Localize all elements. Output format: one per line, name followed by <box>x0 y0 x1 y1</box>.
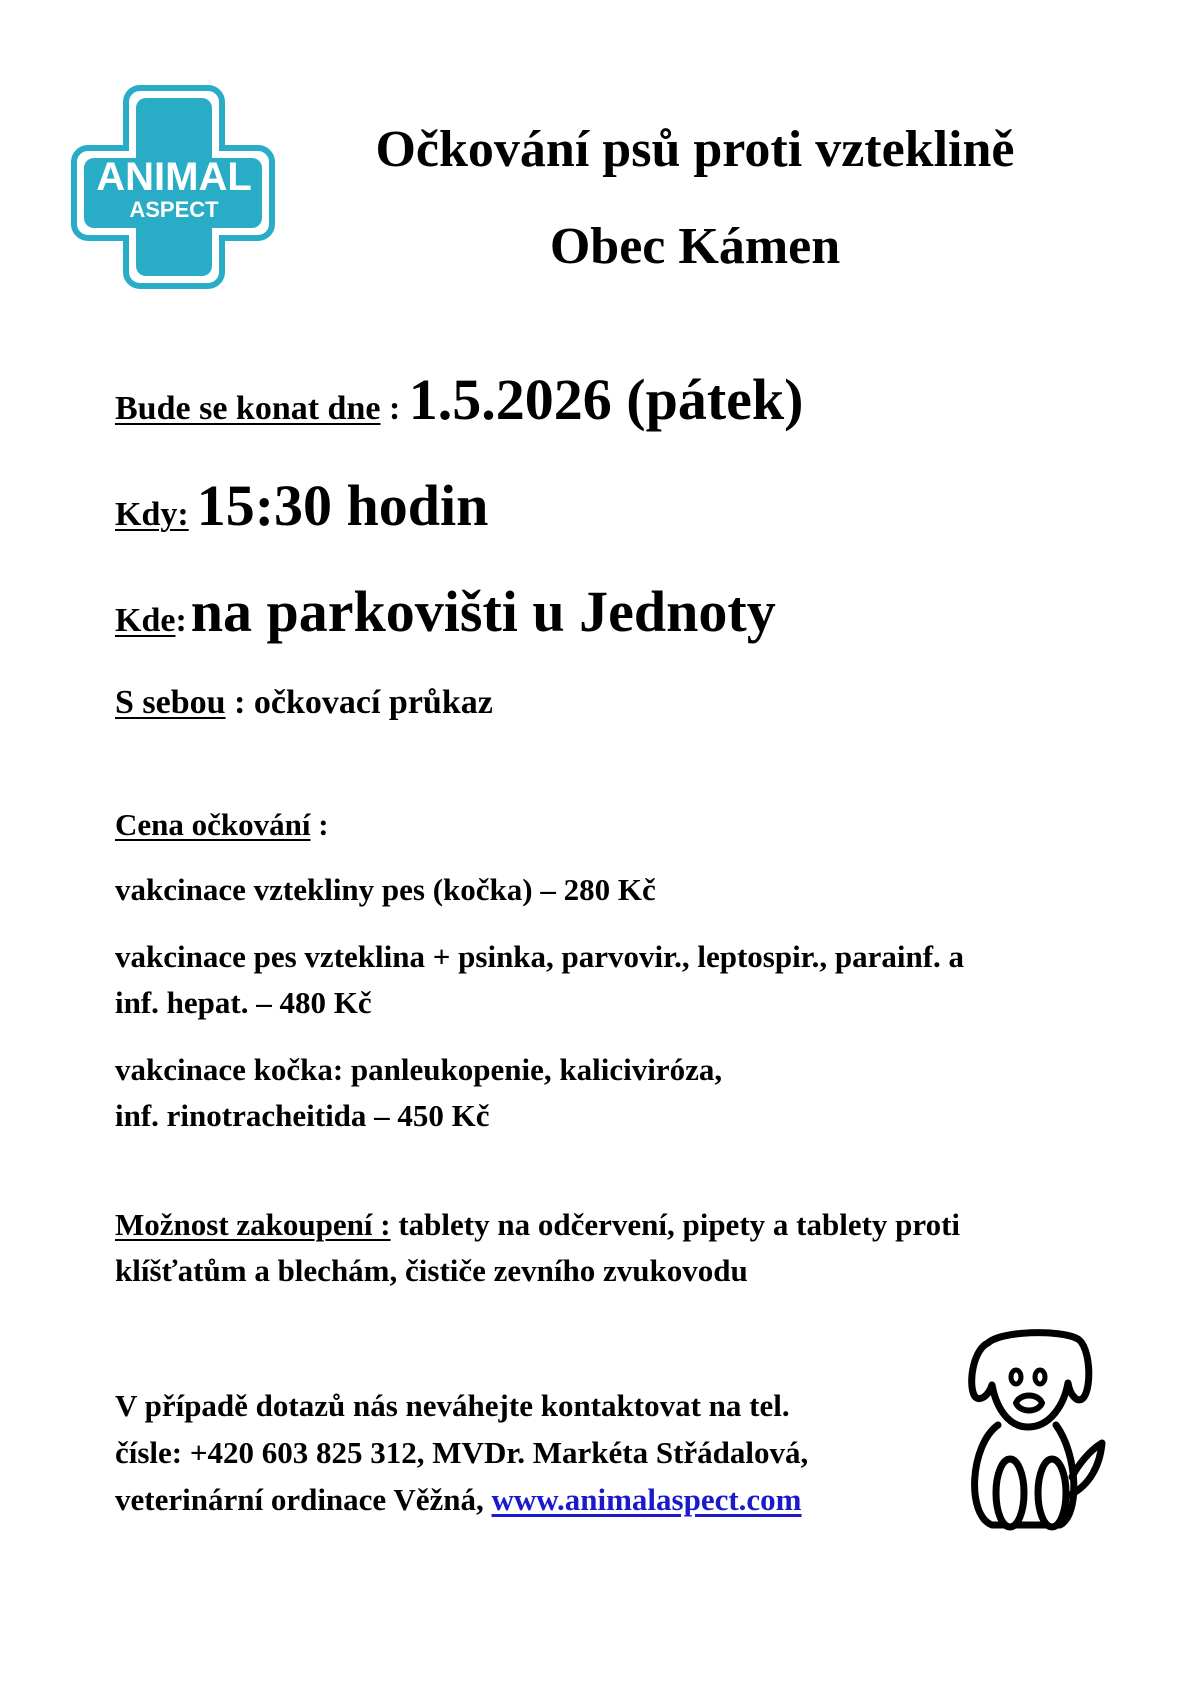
contact-line: V případě dotazů nás neváhejte kontaktovat na tel. <box>115 1388 790 1423</box>
place-row <box>115 578 776 645</box>
bring-label: S sebou <box>115 684 226 721</box>
prices-heading: Cena očkování <box>115 807 311 842</box>
bring-row <box>115 684 493 722</box>
purchase-section <box>115 1202 1075 1294</box>
prices-heading-row <box>115 802 1075 848</box>
logo-text-animal: ANIMAL <box>96 155 252 199</box>
contact-line: veterinární ordinace Věžná, <box>115 1482 492 1517</box>
bring-separator: : <box>225 684 254 721</box>
time-row <box>115 472 488 539</box>
page-title: Očkování psů proti vzteklině <box>375 121 1015 178</box>
prices-heading-separator: : <box>310 807 329 842</box>
price-item-text: vakcinace vztekliny pes (kočka) – 280 Kč <box>115 872 656 907</box>
place-separator: : <box>175 602 187 639</box>
price-item-text: inf. rinotracheitida – 450 Kč <box>115 1098 490 1133</box>
place-value: na parkovišti u Jednoty <box>190 579 776 644</box>
animal-aspect-logo <box>68 80 280 292</box>
contact-section <box>115 1382 1075 1523</box>
date-label: Bude se konat dne <box>115 390 381 427</box>
bring-value: očkovací průkaz <box>253 684 493 721</box>
price-item <box>115 934 1075 1026</box>
price-item-text: vakcinace kočka: panleukopenie, kaliciviróza, <box>115 1052 723 1087</box>
dog-icon <box>960 1325 1110 1535</box>
time-value: 15:30 hodin <box>196 473 489 538</box>
medical-cross-icon <box>68 80 280 292</box>
price-item-text: vakcinace pes vzteklina + psinka, parvovir., leptospir., parainf. a <box>115 939 965 974</box>
date-value: 1.5.2026 (pátek) <box>408 367 804 432</box>
date-row <box>115 366 804 433</box>
website-link[interactable]: www.animalaspect.com <box>491 1482 802 1517</box>
time-label: Kdy: <box>115 496 189 533</box>
date-separator: : <box>380 390 409 427</box>
place-label: Kde <box>115 602 176 639</box>
purchase-text-cont: klíšťatům a blechám, čističe zevního zvukovodu <box>115 1253 748 1288</box>
price-item <box>115 867 1075 913</box>
contact-line: čísle: +420 603 825 312, MVDr. Markéta Střádalová, <box>115 1435 809 1470</box>
page-subtitle: Obec Kámen <box>549 218 841 275</box>
price-item-text: inf. hepat. – 480 Kč <box>115 985 372 1020</box>
purchase-text: tablety na odčervení, pipety a tablety proti <box>390 1207 961 1242</box>
logo-text-aspect: ASPECT <box>129 197 219 222</box>
price-item <box>115 1047 1075 1139</box>
purchase-label: Možnost zakoupení : <box>115 1207 391 1242</box>
